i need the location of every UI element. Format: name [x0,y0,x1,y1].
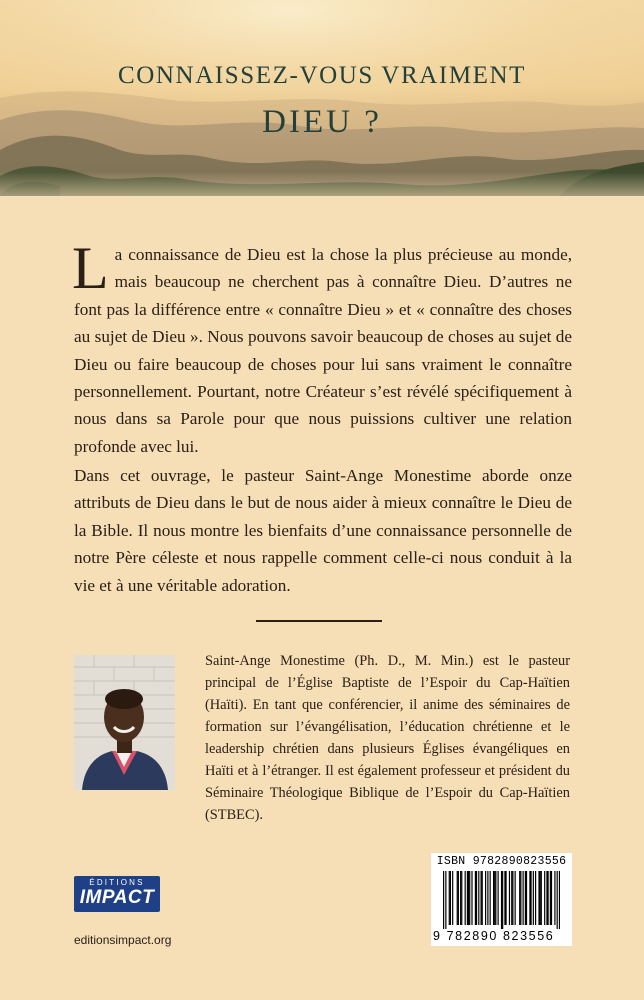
barcode-bar [490,871,491,925]
barcode-bar [530,871,531,925]
barcode-bar [538,871,539,925]
barcode-bar [504,871,505,925]
barcode-bar [523,871,524,925]
book-title-line-1: CONNAISSEZ-VOUS VRAIMENT [117,62,527,89]
barcode-bar [443,871,444,929]
barcode-bar [525,871,526,925]
barcode-bar [478,871,479,925]
barcode-bar [533,871,534,925]
barcode-bars [443,871,560,929]
barcode-bar [461,871,462,925]
barcode-bar [544,871,545,925]
barcode-bar [449,871,450,925]
barcode-bar [511,871,512,925]
barcode-bar [467,871,468,925]
barcode-bar [519,871,520,925]
barcode-bar [465,871,466,925]
barcode-bar [445,871,446,929]
barcode-bar [546,871,547,925]
drop-cap: L [72,235,109,301]
cover-landscape-image [0,0,644,196]
barcode-bar [495,871,496,925]
barcode-bar [548,871,549,925]
description-paragraph-1-text: a connaissance de Dieu est la chose la plus précieuse au monde, mais beaucoup ne cherchent pas à connaître Dieu. D’autres ne font pas la différence entre « connaître Dieu » et « connaître des choses au sujet de Dieu ». Nous pouvons savoir beaucoup de choses au sujet de Dieu ou faire beaucoup de choses pour lui sans vraiment le connaître personnellement. Pourtant, notre Créateur s’est révélé spécifiquement à nous dans sa Parole pour que nous puissions cultiver une relation profonde avec lui. [74,245,572,456]
barcode-bar [512,871,513,925]
barcode-bar [458,871,459,925]
barcode-bar [540,871,541,925]
barcode-bar [475,871,476,925]
barcode-bar [551,871,552,925]
barcode-bar [529,871,530,925]
barcode-bar [482,871,483,925]
barcode-bar [502,871,503,929]
barcode-bar [493,871,494,925]
barcode-digits: 9 782890 823556 [433,929,555,943]
barcode-bar [480,871,481,925]
barcode-bar [460,871,461,925]
book-title-line-2: DIEU ? [262,104,382,140]
section-divider [256,620,382,622]
description-paragraph-2: Dans cet ouvrage, le pasteur Saint-Ange Monestime aborde onze attributs de Dieu dans le but de nous aider à mieux connaître le Dieu de la Bible. Il nous montre les bienfaits d’une connaissance personnelle de notre Père céleste et nous rappelle comment celle-ci nous conduit à la vie et à une véritable adoration. [74,466,572,595]
barcode-bar [501,871,502,929]
barcode-bar [557,871,558,929]
barcode-bar [450,871,451,925]
barcode-bar [476,871,477,925]
description-paragraph-1 [72,235,572,460]
barcode-bar [520,871,521,925]
publisher-website[interactable]: editionsimpact.org [74,933,172,947]
barcode-bar [487,871,488,925]
isbn-barcode [431,853,572,946]
barcode-bar [468,871,469,925]
barcode-bar [526,871,527,925]
isbn-label: ISBN 9782890823556 [436,855,567,868]
barcode-bar [469,871,470,925]
barcode-bar [452,871,453,925]
publisher-logo [74,876,160,912]
publisher-logo-top: ÉDITIONS [89,878,145,887]
barcode-bar [550,871,551,925]
barcode-bar [559,871,560,929]
barcode-bar [535,871,536,925]
barcode-bar [457,871,458,925]
barcode-bar [485,871,486,925]
author-photo [74,655,175,790]
barcode-bar [494,871,495,925]
barcode-bar [541,871,542,925]
author-bio: Saint-Ange Monestime (Ph. D., M. Min.) est le pasteur principal de l’Église Baptiste de l’Espoir du Cap-Haïtien (Haïti). En tant que conférencier, il anime des séminaires de formation sur l’évangélisation, l’éducation chrétienne et le leadership chrétien dans plusieurs Églises évangéliques en Haïti et à l’étranger. Il est également professeur et président du Séminaire Théologique Biblique de l’Espoir du Cap-Haïtien (STBEC). [205,653,570,823]
barcode-bar [515,871,516,925]
barcode-bar [498,871,499,925]
barcode-bar [471,871,472,925]
barcode-bar [505,871,506,925]
barcode-bar [509,871,510,925]
publisher-logo-main: IMPACT [79,887,155,908]
barcode-bar [554,871,555,925]
